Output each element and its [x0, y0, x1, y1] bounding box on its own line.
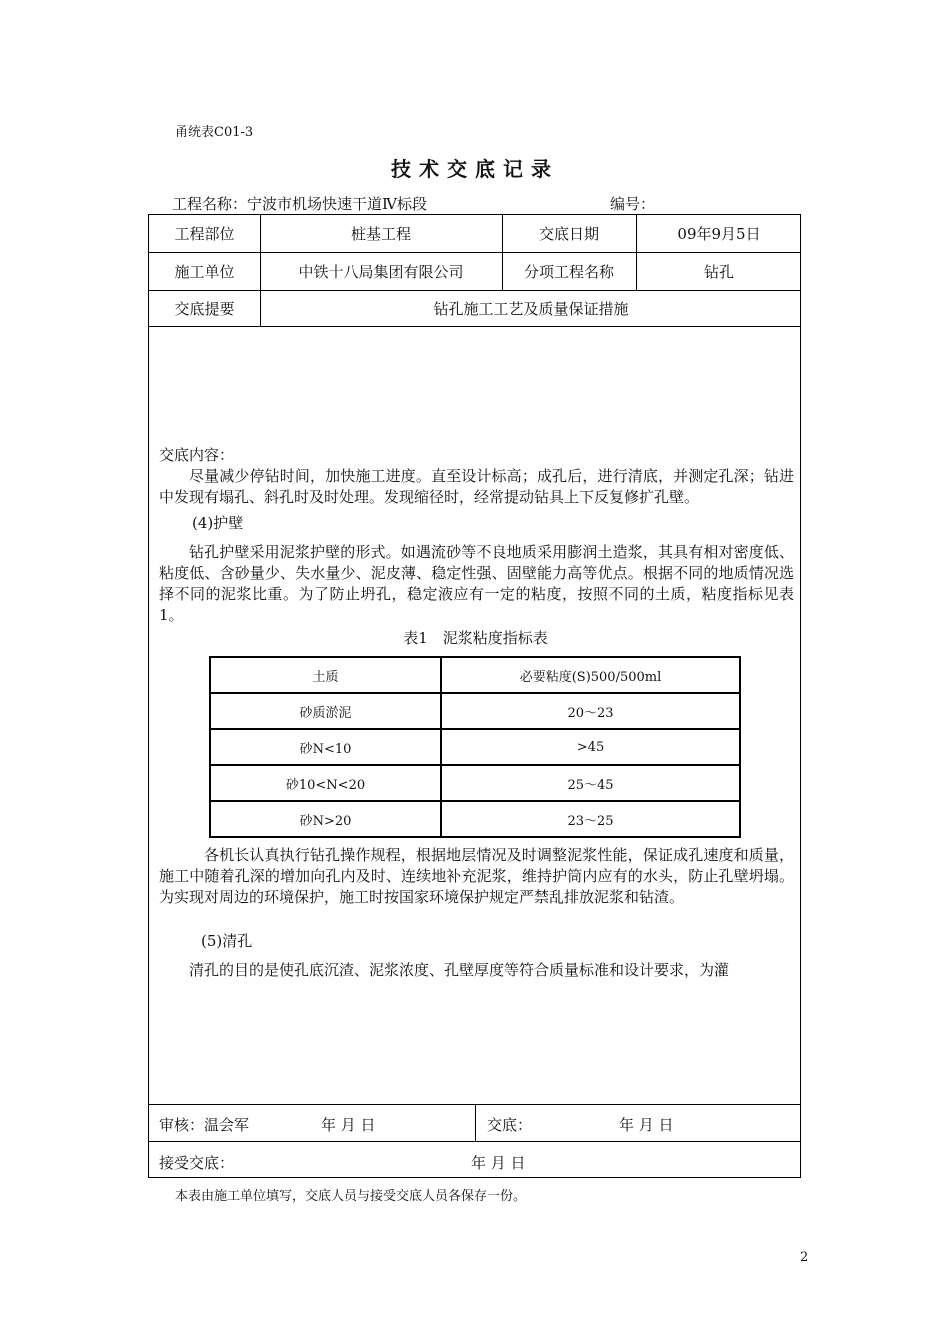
- part-value: 桩基工程: [350, 225, 411, 243]
- header-soil: 土质: [210, 657, 441, 693]
- part-label: 工程部位: [174, 225, 235, 243]
- project-name: 工程名称：宁波市机场快速干道Ⅳ标段: [172, 195, 427, 213]
- summary-label: 交底提要: [174, 299, 235, 318]
- table-row: [210, 801, 740, 837]
- cell-viscosity: 20～23: [441, 693, 740, 729]
- handover-date: 年 月 日: [619, 1116, 674, 1134]
- cell-viscosity: >45: [441, 729, 740, 765]
- review-date: 年 月 日: [321, 1116, 376, 1134]
- table-header-row: [210, 657, 740, 693]
- paragraph-1: 尽量减少停钻时间，加快施工进度。直至设计标高；成孔后，进行清底，并测定孔深；钻进中发现有塌孔、斜孔时及时处理。发现缩径时，经常提动钻具上下反复修扩孔壁。: [159, 467, 794, 506]
- footnote: 本表由施工单位填写，交底人员与接受交底人员各保存一份。: [175, 1189, 527, 1204]
- paragraph-2: 钻孔护壁采用泥浆护壁的形式。如遇流砂等不良地质采用膨润土造浆，其具有相对密度低、粘度低、含砂量少、失水量少、泥皮薄、稳定性强、固壁能力高等优点。根据不同的地质情况选择不同的泥浆比重。为了防止坍孔，稳定液应有一定的粘度，按照不同的土质，粘度指标见表1。: [159, 543, 794, 624]
- receiver: 接受交底：: [159, 1154, 235, 1172]
- reviewer: 审核：温会军: [159, 1116, 250, 1134]
- page-number: 2: [800, 1250, 809, 1265]
- table-title: 表1 泥浆粘度指标表: [403, 629, 548, 647]
- record-form: [148, 214, 801, 1178]
- section-5-heading: (5)清孔: [201, 932, 253, 950]
- date-label: 交底日期: [538, 225, 599, 243]
- table-row: [210, 765, 740, 801]
- cell-viscosity: 25～45: [441, 765, 740, 801]
- content-body: [159, 445, 794, 508]
- subitem-value: 钻孔: [703, 262, 734, 281]
- cell-soil: 砂10<N<20: [210, 765, 441, 801]
- mud-viscosity-table: [209, 656, 741, 838]
- table-row: [210, 693, 740, 729]
- cell-soil: 砂N>20: [210, 801, 441, 837]
- cell-soil: 砂质淤泥: [210, 693, 441, 729]
- unit-value: 中铁十八局集团有限公司: [298, 262, 464, 281]
- receive-date: 年 月 日: [471, 1154, 526, 1172]
- handover-person: 交底：: [487, 1116, 533, 1134]
- unit-label: 施工单位: [174, 262, 235, 281]
- header-viscosity: 必要粘度(S)500/500ml: [441, 657, 740, 693]
- paragraph-4: 清孔的目的是使孔底沉渣、泥浆浓度、孔壁厚度等符合质量标准和设计要求，为灌: [189, 961, 730, 979]
- serial-number: 编号：: [610, 195, 656, 213]
- section-4-heading: (4)护壁: [192, 514, 244, 532]
- cell-viscosity: 23～25: [441, 801, 740, 837]
- table-row: [210, 729, 740, 765]
- paragraph-3: 各机长认真执行钻孔操作规程，根据地层情况及时调整泥浆性能，保证成孔速度和质量，施工中随着孔深的增加向孔内及时、连续地补充泥浆，维持护筒内应有的水头，防止孔壁坍塌。为实现对周边的环境保护，施工时按国家环境保护规定严禁乱排放泥浆和钻渣。: [159, 846, 794, 906]
- document-title: 技术交底记录: [391, 157, 559, 181]
- date-value: 09年9月5日: [677, 225, 761, 243]
- summary-value: 钻孔施工工艺及质量保证措施: [433, 299, 629, 318]
- form-code: 甬统表C01-3: [175, 125, 254, 140]
- content-heading: 交底内容：: [159, 446, 235, 464]
- cell-soil: 砂N<10: [210, 729, 441, 765]
- subitem-label: 分项工程名称: [523, 262, 614, 281]
